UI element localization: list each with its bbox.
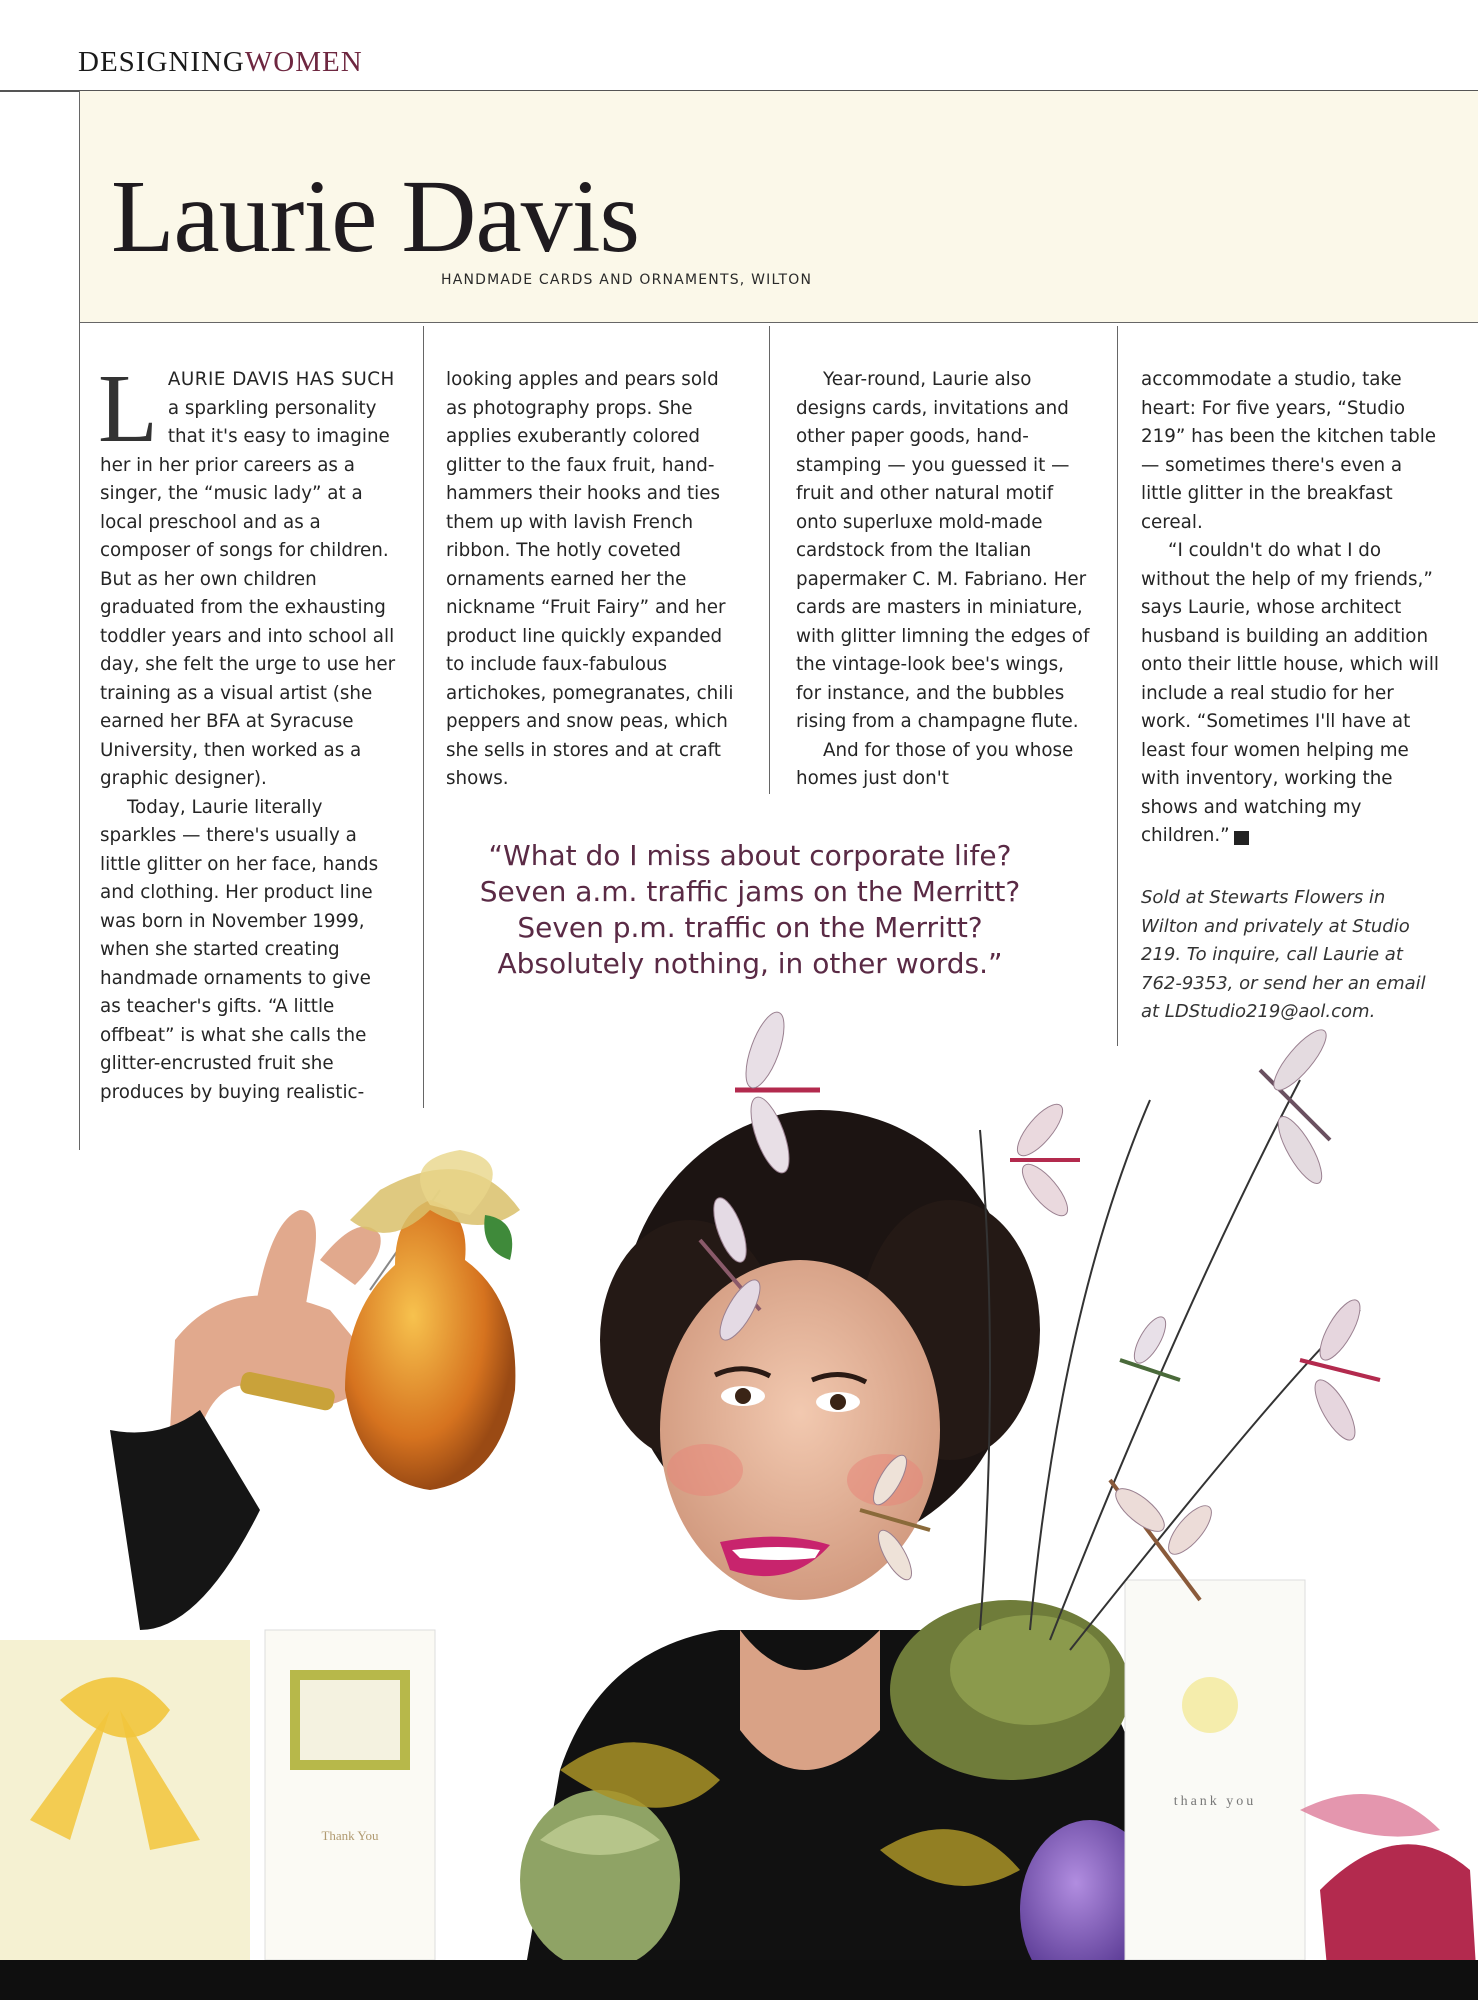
sales-info: Sold at Stewarts Flowers in Wilton and privately at Studio 219. To inquire, call Laurie at 762-9353, or send her an email at LDStudio219@aol.com.	[1141, 887, 1426, 1022]
drop-cap: L	[98, 355, 158, 463]
text-column-2	[446, 366, 742, 794]
paragraph	[98, 355, 396, 794]
column-divider	[1117, 326, 1118, 1046]
paragraph: accommodate a studio, take heart: For five years, “Studio 219” has been the kitchen table — sometimes there's even a little glitter in the breakfast cereal.	[1141, 369, 1437, 533]
dragonfly-icon	[1260, 1023, 1334, 1189]
paragraph-text: a sparkling personality that it's easy to imagine her in her prior careers as a singer, the “music lady” at a local preschool and as a composer of songs for children. But as her own children graduated from the exhausting toddler years and into school all day, she felt the urge to use her training as a visual artist (she earned her BFA at Syracuse University, then worked as a graphic designer).	[100, 397, 396, 789]
text-column-3	[796, 366, 1092, 794]
section-header-part1: DESIGNING	[78, 46, 245, 78]
section-header-part2: WOMEN	[244, 46, 363, 78]
article-title: Laurie Davis	[111, 159, 640, 274]
text-column-4	[1141, 366, 1441, 851]
lead-in-caps: AURIE DAVIS HAS SUCH	[167, 369, 395, 390]
dragonfly-icon	[1120, 1312, 1180, 1380]
dragonfly-icon	[1010, 1098, 1080, 1222]
dragonfly-icon	[1300, 1295, 1380, 1446]
paragraph: looking apples and pears sold as photography props. She applies exuberantly colored glitter to the faux fruit, hand-hammers their hooks and ties them up with lavish French ribbon. The hotly coveted ornaments earned her the nickname “Fruit Fairy” and her product line quickly expanded to include faux-fabulous artichokes, pomegranates, chili peppers and snow peas, which she sells in stores and at craft shows.	[446, 369, 734, 789]
text-column-1	[98, 355, 396, 1107]
paragraph-final	[1141, 537, 1441, 851]
section-header	[78, 46, 363, 79]
paragraph: And for those of you whose homes just don't	[796, 739, 1074, 789]
thank-you-card-text: Thank You	[321, 1828, 379, 1843]
paragraph: Today, Laurie literally sparkles — there's usually a little glitter on her face, hands and clothing. Her product line was born in November 1999, when she started creating handmade ornaments to give as teacher's gifts. “A little offbeat” is what she calls the glitter-encrusted fruit she produces by buying realistic-	[100, 796, 379, 1103]
paragraph: Year-round, Laurie also designs cards, invitations and other paper goods, hand-stamping — you guessed it — fruit and other natural motif onto superluxe mold-made cardstock from the Italian papermaker C. M. Fabriano. Her cards are masters in miniature, with glitter limning the edges of the vintage-look bee's wings, for instance, and the bubbles rising from a champagne flute.	[796, 369, 1090, 732]
column-divider	[769, 326, 770, 794]
column-divider	[423, 326, 424, 1108]
portrait-photo	[0, 1010, 1478, 2000]
thank-you-card-text-2: thank you	[1173, 1794, 1257, 1809]
article-subtitle: HANDMADE CARDS AND ORNAMENTS, WILTON	[441, 272, 813, 288]
pull-quote: “What do I miss about corporate life? Seven a.m. traffic jams on the Merritt? Seven p.m. traffic on the Merritt? Absolutely nothing, in other words.”	[479, 839, 1021, 980]
paragraph-text: “I couldn't do what I do without the help of my friends,” says Laurie, whose architect husband is building an addition onto their little house, which will include a real studio for her work. “Sometimes I'll have at least four women helping me with inventory, working the shows and watching my children.”	[1141, 540, 1439, 846]
end-mark-icon: W	[1234, 831, 1249, 845]
